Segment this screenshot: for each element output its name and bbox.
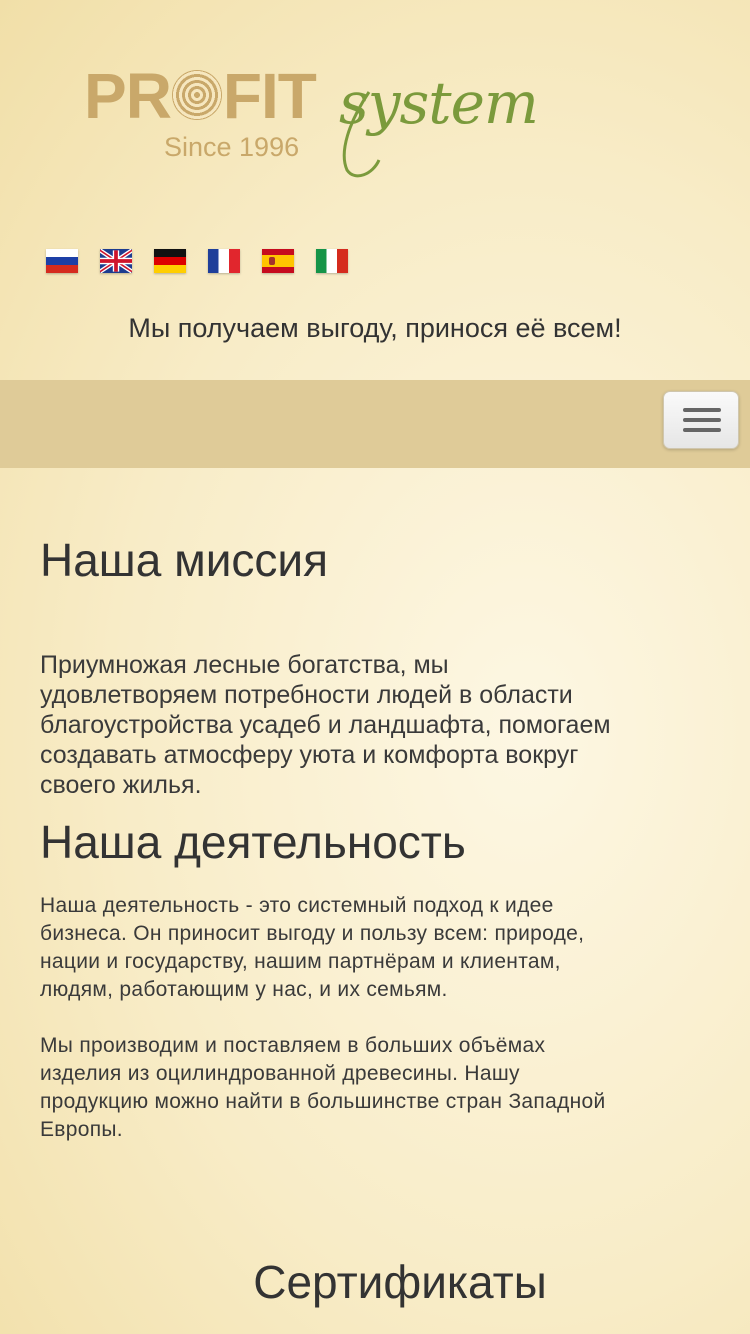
flag-uk-icon[interactable] [100,249,132,273]
activity-paragraph-1: Наша деятельность - это системный подход к идее бизнеса. Он приносит выгоду и пользу всем: природе, нации и государству, нашим партнёрам и клиентам, людям, работающим у нас, и их семьям. [40,894,585,1001]
hamburger-menu-icon [683,408,721,412]
logo-script: system [339,69,538,137]
flag-russia-icon[interactable] [46,249,78,273]
activity-title: Наша деятельность [40,816,466,868]
certificates-title: Сертификаты [253,1256,547,1308]
tagline: Мы получаем выгоду, принося её всем! [128,313,622,343]
flag-italy-icon[interactable] [316,249,348,273]
flag-france-icon[interactable] [208,249,240,273]
navbar [0,380,750,468]
logo-wordmark: PR FIT [84,60,316,132]
mission-text: Приумножая лесные богатства, мы удовлетворяем потребности людей в области благоустройства усадеб и ландшафта, помогаем создавать атмосферу уюта и комфорта вокруг своего жилья. [40,651,611,799]
main-content [40,530,630,1144]
flag-spain-icon[interactable] [262,249,294,273]
logo[interactable] [84,60,538,182]
activity-paragraph-2: Мы производим и поставляем в больших объёмах изделия из оцилиндрованной древесины. Нашу продукцию можно найти в большинстве стран Западной Европы. [40,1034,606,1141]
flag-germany-icon[interactable] [154,249,186,273]
language-switcher [46,249,348,273]
logo-tree-rings-icon [172,70,222,120]
menu-toggle-button[interactable] [663,391,739,449]
mission-title: Наша миссия [40,534,328,586]
logo-since: Since 1996 [164,132,300,162]
